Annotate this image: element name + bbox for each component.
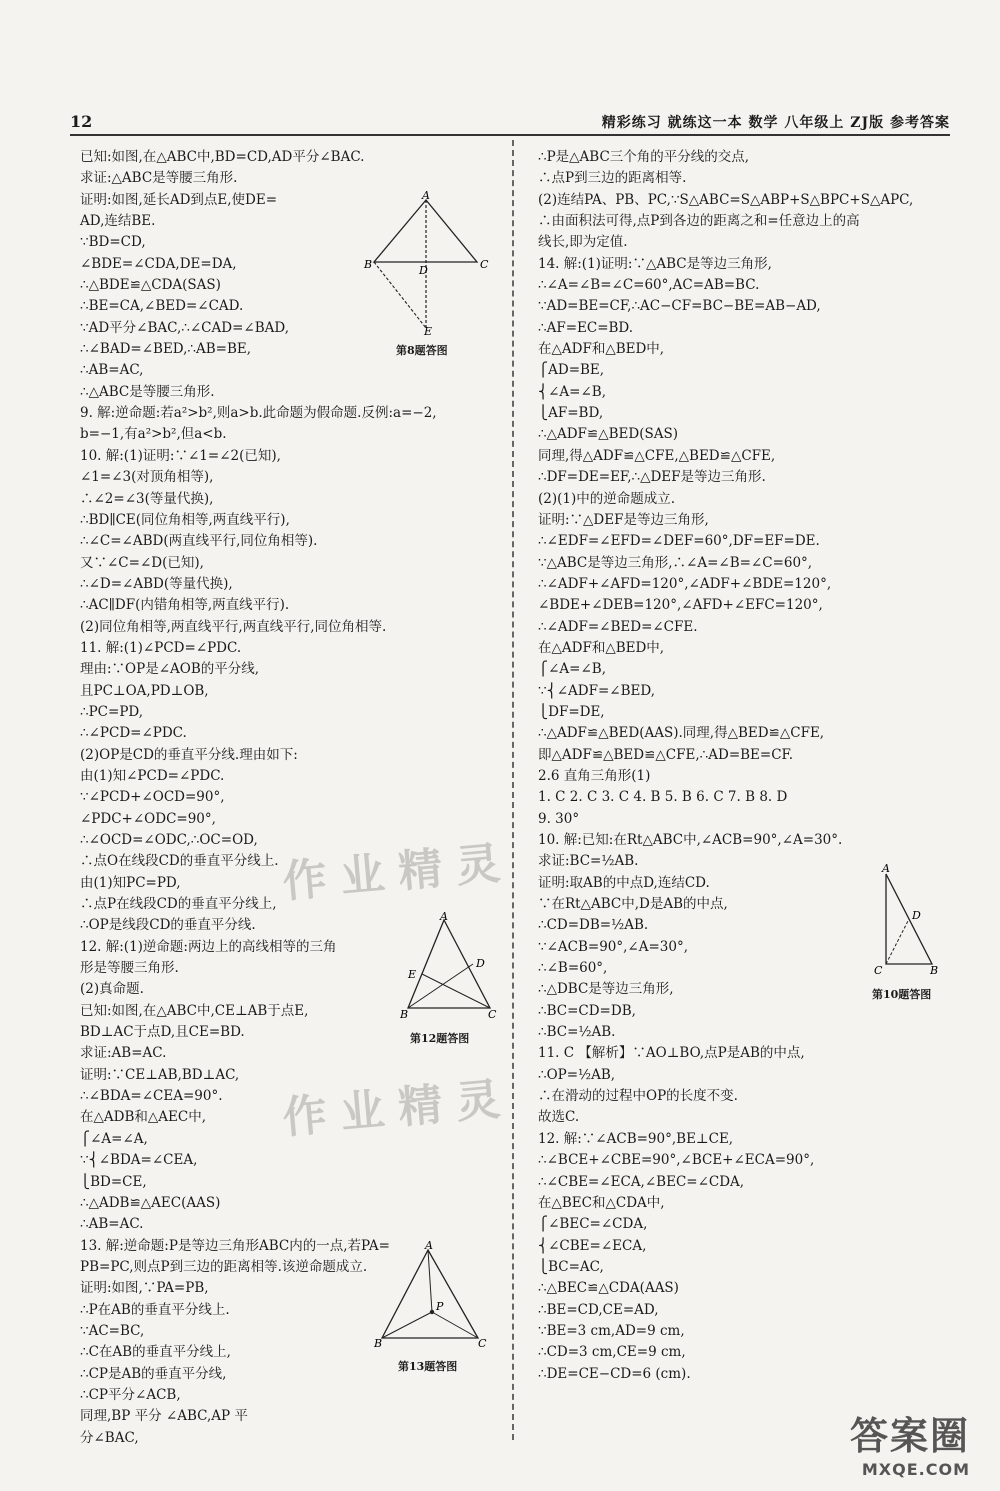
text-line: ∴∠BCE+∠CBE=90°,∠BCE+∠ECA=90°, (538, 1152, 815, 1169)
text-line: ∴BC=½AB. (538, 1024, 616, 1041)
text-line: ⎩BD=CE, (80, 1173, 147, 1190)
text-line: ∴BE=CD,CE=AD, (538, 1301, 659, 1318)
text-line: 13. 解:逆命题:P是等边三角形ABC内的一点,若PA= (80, 1237, 390, 1254)
fig8-label-e: E (424, 325, 433, 335)
fig12-label-c: C (488, 1008, 497, 1020)
text-line: ∴∠BAD=∠BED,∴AB=BE, (80, 341, 252, 358)
text-line: 12. 解:∵∠ACB=90°,BE⊥CE, (538, 1130, 734, 1147)
text-line: 求证:AB=AC. (80, 1045, 167, 1062)
text-line: (2)同位角相等,两直线平行,两直线平行,同位角相等. (80, 618, 387, 635)
text-line: AD,连结BE. (80, 213, 156, 230)
text-line: 在△ADF和△BED中, (538, 639, 665, 656)
text-line: 证明:如图,∵PA=PB, (80, 1280, 209, 1297)
text-line: ∴点P在线段CD的垂直平分线上, (80, 896, 277, 913)
text-line: ∴PC=PD, (80, 703, 144, 720)
text-line: ∵BD=CD, (80, 234, 146, 251)
right-column (538, 147, 950, 1385)
text-line: 11. C 【解析】∵AO⊥BO,点P是AB的中点, (538, 1045, 805, 1062)
text-line: ⎧AD=BE, (538, 362, 605, 379)
fig13-label-a: A (425, 1240, 433, 1252)
text-line: 1. C 2. C 3. C 4. B 5. B 6. C 7. B 8. D (538, 789, 788, 806)
fig13-label-p: P (436, 1300, 444, 1313)
text-line: ∴∠ADF=∠BED=∠CFE. (538, 618, 698, 635)
text-line: (2)(1)中的逆命题成立. (538, 490, 676, 507)
text-line: ⎧∠A=∠B, (538, 661, 607, 678)
text-line: ∠BDE+∠DEB=120°,∠AFD+∠EFC=120°, (538, 597, 823, 614)
text-line: ⎧∠A=∠A, (80, 1130, 148, 1147)
text-line: 在△BEC和△CDA中, (538, 1194, 665, 1211)
text-line: ∴AC∥DF(内错角相等,两直线平行). (80, 597, 290, 614)
text-line: 证明:∵△DEF是等边三角形, (538, 511, 709, 528)
text-line: ∴BD∥CE(同位角相等,两直线平行), (80, 511, 290, 528)
text-line: ⎩AF=BD, (538, 405, 604, 422)
text-line: ∴由面积法可得,点P到各边的距离之和=任意边上的高 (538, 213, 860, 230)
site-logo (850, 1405, 970, 1479)
text-line: 14. 解:(1)证明:∵△ABC是等边三角形, (538, 255, 772, 272)
text-line: 由(1)知∠PCD=∠PDC. (80, 767, 225, 784)
text-line: 2.6 直角三角形(1) (538, 767, 651, 784)
text-line: ∴在滑动的过程中OP的长度不变. (538, 1088, 738, 1105)
text-line: 10. 解:已知:在Rt△ABC中,∠ACB=90°,∠A=30°. (538, 832, 843, 848)
text-line: 求证:△ABC是等腰三角形. (80, 170, 238, 187)
page-header (70, 112, 950, 136)
text-line: ∵∠PCD+∠OCD=90°, (80, 789, 225, 806)
fig13-label-c: C (478, 1337, 487, 1350)
text-line: (2)真命题. (80, 981, 144, 998)
text-line: 在△ADF和△BED中, (538, 341, 665, 358)
text-line: ∴△ADB≌△AEC(AAS) (80, 1194, 221, 1211)
text-line: ∴△ADF≌△BED(AAS).同理,得△BED≌△CFE, (538, 725, 825, 742)
fig13-label-b: B (374, 1337, 383, 1350)
fig8-label-b: B (364, 258, 373, 271)
fig10-label-d: D (912, 909, 921, 922)
text-line: ∴△ABC是等腰三角形. (80, 383, 215, 400)
fig10-label-c: C (874, 964, 883, 977)
fig12-label-e: E (408, 968, 417, 981)
fig8-label-a: A (422, 190, 430, 202)
text-line: ∵AD=BE=CF,∴AC−CF=BC−BE=AB−AD, (538, 298, 821, 315)
text-line: ∴∠CBE=∠ECA,∠BEC=∠CDA, (538, 1173, 745, 1190)
text-line: ∴△BEC≌△CDA(AAS) (538, 1280, 679, 1297)
text-line: ⎨∠A=∠B, (538, 383, 607, 400)
text-line: 在△ADB和△AEC中, (80, 1109, 206, 1126)
text-line: ∴OP=½AB, (538, 1066, 616, 1083)
fig12-label-b: B (400, 1008, 409, 1020)
text-line: ∵△ABC是等边三角形,∴∠A=∠B=∠C=60°, (538, 554, 813, 571)
text-line: 已知:如图,在△ABC中,BD=CD,AD平分∠BAC. (80, 149, 365, 165)
text-line: 11. 解:(1)∠PCD=∠PDC. (80, 639, 242, 656)
text-line: ∴∠PCD=∠PDC. (80, 725, 187, 742)
text-line: ∴BE=CA,∠BED=∠CAD. (80, 298, 244, 315)
fig12-label-d: D (476, 957, 485, 970)
text-line: ∴CP平分∠ACB, (80, 1386, 181, 1403)
text-line: 形是等腰三角形. (80, 960, 179, 977)
figure-12-caption: 第12题答图 (410, 1032, 470, 1045)
text-line: ∴∠BDA=∠CEA=90°. (80, 1088, 223, 1105)
text-line: ∴点P到三边的距离相等. (538, 170, 687, 187)
text-line: (2)连结PA、PB、PC,∵S△ABC=S△ABP+S△BPC+S△APC, (538, 191, 914, 208)
fig10-label-a: A (882, 862, 890, 875)
text-line: ∵⎨∠BDA=∠CEA, (80, 1152, 198, 1169)
text-line: ∴AF=EC=BD. (538, 319, 634, 336)
text-line: ∵∠ACB=90°,∠A=30°, (538, 938, 689, 955)
text-line: ∠PDC+∠ODC=90°, (80, 810, 216, 827)
text-line: ∴BC=CD=DB, (538, 1002, 636, 1019)
fig12-label-a: A (440, 912, 448, 923)
text-line: ∴CP是AB的垂直平分线, (80, 1365, 227, 1382)
text-line: ∴AB=AC. (80, 1216, 144, 1233)
text-line: ∵AC=BC, (80, 1322, 145, 1339)
text-line: 12. 解:(1)逆命题:两边上的高线相等的三角 (80, 938, 337, 955)
watermark: 作业精灵 (280, 836, 517, 908)
column-divider (512, 140, 514, 1440)
text-line: PB=PC,则点P到三边的距离相等.该逆命题成立. (80, 1258, 368, 1275)
text-line: ∴P在AB的垂直平分线上. (80, 1301, 230, 1318)
text-line: ∴AB=AC, (80, 362, 144, 379)
text-line: ∴DF=DE=EF,∴△DEF是等边三角形. (538, 469, 766, 486)
text-line: 即△ADF≌△BED≌△CFE,∴AD=BE=CF. (538, 746, 794, 763)
fig10-label-b: B (930, 964, 939, 977)
fig8-label-c: C (480, 258, 489, 271)
text-line: ⎩BC=AC, (538, 1258, 604, 1275)
text-line: (2)OP是CD的垂直平分线.理由如下: (80, 746, 298, 763)
logo-url-text: MXQE.COM (861, 1460, 970, 1479)
text-line: ∴∠EDF=∠EFD=∠DEF=60°,DF=EF=DE. (538, 533, 820, 550)
figure-13-caption: 第13题答图 (398, 1360, 458, 1373)
text-line: ∵AD平分∠BAC,∴∠CAD=∠BAD, (80, 319, 290, 336)
text-line: ∴OP是线段CD的垂直平分线. (80, 917, 256, 934)
text-line: ∴∠OCD=∠ODC,∴OC=OD, (80, 832, 258, 848)
text-line: ∴CD=DB=½AB. (538, 917, 649, 934)
header-title: 精彩练习 就练这一本 数学 八年级上 ZJ版 参考答案 (601, 115, 950, 131)
text-line: 由(1)知PC=PD, (80, 874, 181, 891)
text-line: 又∵∠C=∠D(已知), (80, 554, 204, 571)
figure-8-caption: 第8题答图 (396, 344, 448, 357)
text-line: 9. 解:逆命题:若a²>b²,则a>b.此命题为假命题.反例:a=−2, (80, 405, 437, 422)
text-line: 同理,BP 平分 ∠ABC,AP 平 (80, 1408, 248, 1425)
text-line: ∵在Rt△ABC中,D是AB的中点, (538, 896, 728, 913)
text-line: ⎧∠BEC=∠CDA, (538, 1216, 648, 1233)
text-line: ∴P是△ABC三个角的平分线的交点, (538, 149, 750, 165)
text-line: 9. 30° (538, 810, 580, 827)
text-line: 理由:∵OP是∠AOB的平分线, (80, 661, 260, 678)
text-line: 故选C. (538, 1109, 580, 1126)
text-line: 线长,即为定值. (538, 234, 628, 251)
text-line: ∠1=∠3(对顶角相等), (80, 469, 214, 486)
text-line: ∴CD=3 cm,CE=9 cm, (538, 1344, 686, 1361)
text-line: 求证:BC=½AB. (538, 853, 639, 870)
page-number: 12 (70, 112, 93, 131)
text-line: 10. 解:(1)证明:∵∠1=∠2(已知), (80, 447, 281, 464)
text-line: ∵BE=3 cm,AD=9 cm, (538, 1322, 685, 1339)
text-line: 已知:如图,在△ABC中,CE⊥AB于点E, (80, 1002, 309, 1019)
text-line: ∴△BDE≌△CDA(SAS) (80, 277, 221, 294)
text-line: ∴∠A=∠B=∠C=60°,AC=AB=BC. (538, 277, 760, 294)
figure-10-caption: 第10题答图 (872, 988, 932, 1001)
text-line: 同理,得△ADF≌△CFE,△BED≌△CFE, (538, 447, 776, 464)
text-line: ∴∠C=∠ABD(两直线平行,同位角相等). (80, 533, 318, 550)
text-line: ∴△ADF≌△BED(SAS) (538, 426, 678, 443)
figure-10-diagram (868, 862, 948, 980)
figure-8-diagram (362, 190, 492, 335)
figure-12-diagram (400, 912, 500, 1020)
fig8-label-d: D (419, 264, 428, 277)
text-line: ∴∠ADF+∠AFD=120°,∠ADF+∠BDE=120°, (538, 575, 832, 592)
logo-main-text: 答案圈 (849, 1414, 970, 1458)
text-line: 证明:取AB的中点D,连结CD. (538, 874, 710, 891)
text-line: ∠BDE=∠CDA,DE=DA, (80, 255, 237, 272)
text-line: BD⊥AC于点D,且CE=BD. (80, 1024, 245, 1041)
text-line: 证明:如图,延长AD到点E,使DE= (80, 191, 278, 208)
text-line: ∴DE=CE−CD=6 (cm). (538, 1365, 691, 1382)
text-line: ∴点O在线段CD的垂直平分线上. (80, 853, 279, 870)
text-line: ⎨∠CBE=∠ECA, (538, 1237, 647, 1254)
text-line: ∴△DBC是等边三角形, (538, 981, 674, 998)
watermark: 作业精灵 (280, 1072, 517, 1144)
text-line: ∴∠D=∠ABD(等量代换), (80, 575, 233, 592)
text-line: ⎩DF=DE, (538, 703, 605, 720)
text-line: ∴∠2=∠3(等量代换), (80, 490, 214, 507)
text-line: ∴∠B=60°, (538, 960, 608, 977)
text-line: b=−1,有a²>b²,但a<b. (80, 426, 227, 443)
figure-13-diagram (372, 1240, 492, 1352)
text-line: ∵⎨∠ADF=∠BED, (538, 682, 655, 699)
text-line: 分∠BAC, (80, 1429, 139, 1446)
text-line: ∴C在AB的垂直平分线上, (80, 1344, 231, 1361)
text-line: 且PC⊥OA,PD⊥OB, (80, 682, 209, 699)
text-line: 证明:∵CE⊥AB,BD⊥AC, (80, 1066, 240, 1083)
